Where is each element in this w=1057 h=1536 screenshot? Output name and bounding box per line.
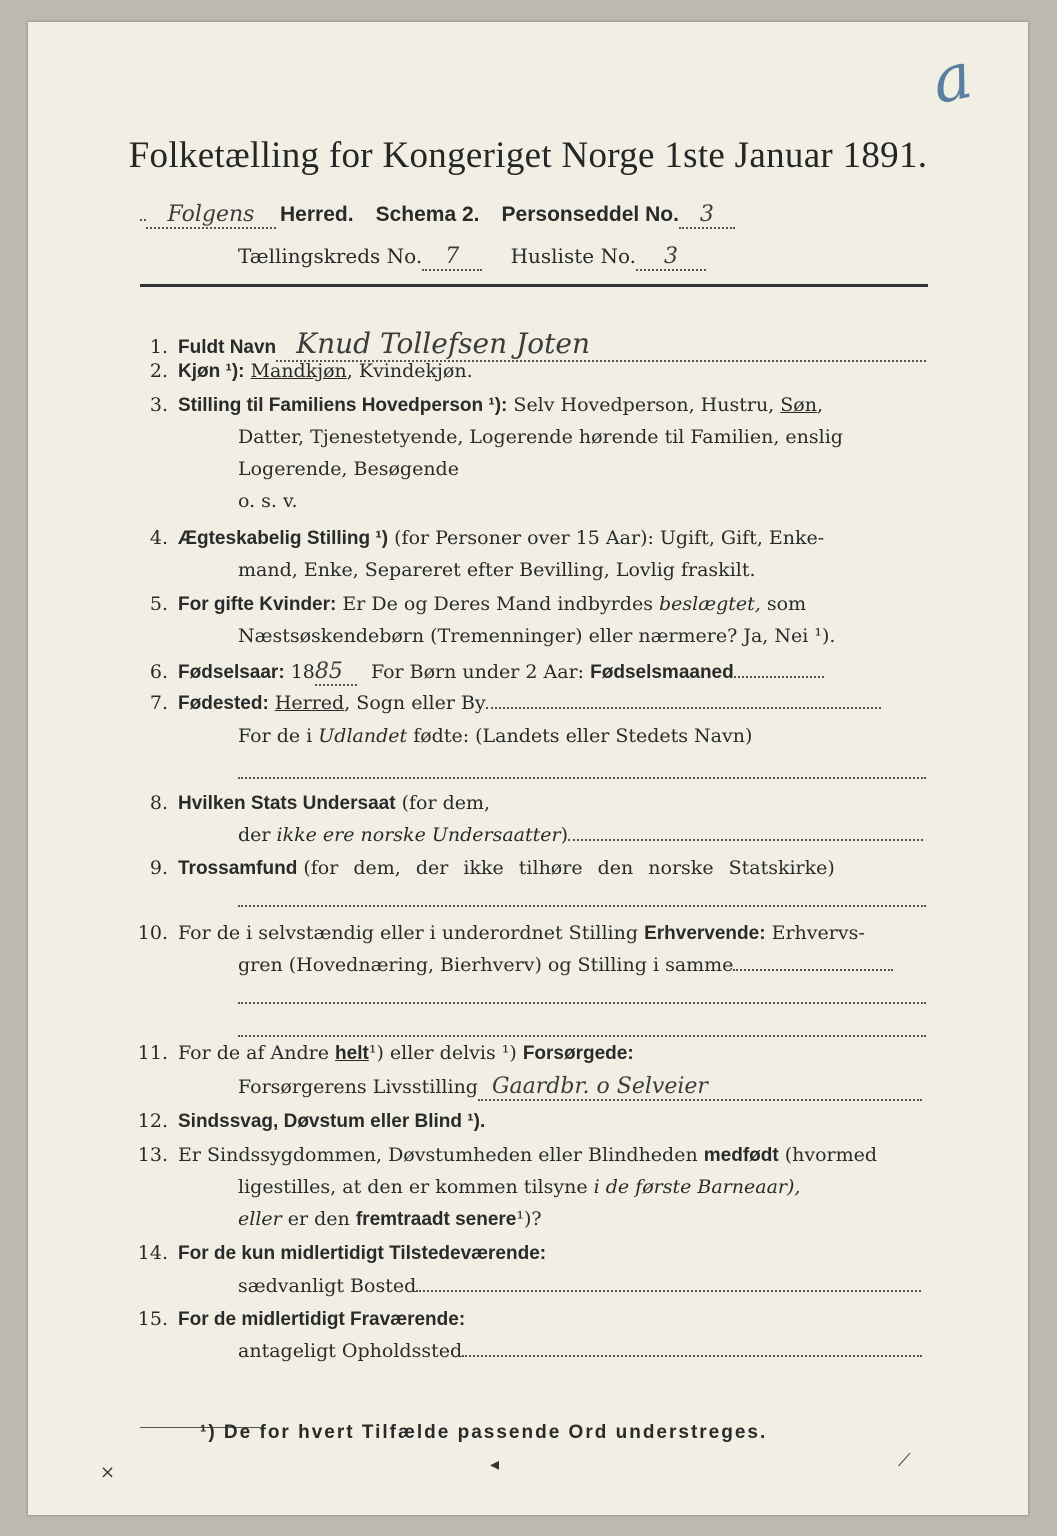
q15-number: 15.: [137, 1308, 168, 1330]
q3-option-selected: Søn: [780, 394, 817, 416]
q2-row: [128, 360, 473, 383]
q11-row-2: [238, 1074, 922, 1101]
q1-number: 1.: [149, 336, 168, 358]
q13-text-1b: (hvormed: [784, 1144, 878, 1166]
header-row-2: [238, 244, 706, 271]
q8-text-2-italic: ikke ere norske Undersaatter: [276, 824, 561, 846]
corner-mark-bottom-center: ◂: [490, 1454, 500, 1475]
q5-text-1: Er De og Deres Mand indbyrdes: [342, 593, 653, 615]
q3-row: 3. Stilling til Familiens Hovedperson ¹): Selv Hovedperson, Hustru, Søn,: [128, 394, 823, 417]
q7-label: Fødested:: [178, 693, 269, 714]
q10-text-1b: Erhvervs-: [771, 922, 865, 944]
q13-label: medfødt: [703, 1145, 779, 1166]
q4-label: Ægteskabelig Stilling ¹): [178, 528, 389, 549]
schema-label: Schema 2.: [375, 203, 480, 226]
q10-row: [128, 922, 865, 945]
q11-row: [128, 1042, 634, 1065]
q6-year-prefix: 18: [290, 661, 315, 683]
q1-row: [128, 327, 926, 362]
q6-label: Fødselsaar:: [178, 662, 285, 683]
q11-option-selected: helt: [335, 1043, 369, 1064]
q7-row: [128, 692, 881, 715]
q13-row-3: [238, 1208, 542, 1231]
q11-text-1: For de af Andre: [178, 1042, 329, 1064]
corner-mark-bottom-right: ⟋: [898, 1450, 911, 1471]
q6-label-2: Fødselsmaaned: [590, 662, 734, 683]
q5-row: [128, 593, 806, 616]
q13-row: [128, 1144, 877, 1167]
q9-answer-line: [238, 890, 926, 912]
q13-text-3-italic: eller: [238, 1208, 282, 1230]
husliste-label: Husliste No.: [510, 244, 636, 268]
q14-number: 14.: [137, 1242, 168, 1264]
q4-row: [128, 527, 824, 550]
q15-row-2: [238, 1340, 922, 1362]
q5-text-1b: som: [766, 593, 807, 615]
q7-row-2: [238, 725, 752, 747]
q7-text-2a: For de i: [238, 725, 313, 747]
census-form-page: [28, 22, 1028, 1515]
kreds-handwritten: 7: [422, 244, 482, 271]
q15-label: For de midlertidigt Fraværende:: [178, 1309, 466, 1330]
q2-options: , Kvindekjøn.: [346, 360, 473, 382]
q13-number: 13.: [137, 1144, 168, 1166]
q8-text-1: (for dem,: [401, 792, 491, 814]
q10-answer-line-1: [238, 987, 926, 1009]
q7-text-2-italic: Udlandet: [318, 725, 408, 747]
header-rule: [140, 284, 928, 287]
herred-label: Herred.: [280, 203, 354, 226]
q13-text-2a: ligestilles, at den er kommen tilsyne: [238, 1176, 588, 1198]
q1-name-handwritten: Knud Tollefsen Joten: [276, 327, 926, 362]
q10-text-2: gren (Hovednæring, Bierhverv) og Stilling i samme: [238, 954, 734, 976]
q4-number: 4.: [149, 527, 168, 549]
q14-row-2: [238, 1275, 921, 1297]
q7-number: 7.: [149, 692, 168, 714]
q15-text-2: antageligt Opholdssted: [238, 1340, 463, 1362]
q12-number: 12.: [137, 1110, 168, 1132]
q11-number: 11.: [137, 1042, 168, 1064]
q11-label: Forsørgede:: [522, 1043, 634, 1064]
q13-row-2: [238, 1176, 800, 1198]
q12-label: Sindssvag, Døvstum eller Blind ¹).: [178, 1111, 486, 1132]
q15-row: [128, 1308, 465, 1331]
q2-option-selected: Mandkjøn: [250, 360, 347, 382]
q11-text-1b: ¹) eller delvis ¹): [368, 1042, 517, 1064]
q13-text-1: Er Sindssygdommen, Døvstumheden eller Blindheden: [178, 1144, 698, 1166]
q7-text-2b: fødte: (Landets eller Stedets Navn): [413, 725, 753, 747]
q4-row-2: mand, Enke, Separeret efter Bevilling, Lovlig fraskilt.: [238, 559, 756, 581]
q10-answer-line-2: [238, 1020, 926, 1042]
q9-text-1: (for dem, der ikke tilhøre den norske Statskirke): [303, 857, 835, 879]
q6-row: [128, 659, 824, 686]
q4-text-1: (for Personer over 15 Aar): Ugift, Gift, Enke-: [394, 527, 825, 549]
q5-italic: beslægtet,: [659, 593, 761, 615]
q2-number: 2.: [149, 360, 168, 382]
form-title: Folketælling for Kongeriget Norge 1ste Januar 1891.: [128, 135, 928, 176]
q8-label: Hvilken Stats Undersaat: [178, 793, 396, 814]
q8-row-2: [238, 824, 923, 846]
personseddel-label: Personseddel No.: [501, 203, 679, 226]
q3-number: 3.: [149, 394, 168, 416]
q8-text-2b: ): [560, 824, 569, 846]
q7-answer-line: [238, 762, 926, 784]
q7-option-selected: Herred: [274, 692, 345, 714]
q11-handwritten: Gaardbr. o Selveier: [478, 1074, 922, 1101]
q14-row: [128, 1242, 546, 1265]
herred-handwritten: Folgens: [146, 202, 276, 229]
q13-text-3b: ¹)?: [516, 1208, 542, 1230]
husliste-handwritten: 3: [636, 244, 706, 271]
q12-row: [128, 1110, 485, 1133]
q13-text-3: er den: [287, 1208, 350, 1230]
q10-text-1: For de i selvstændig eller i underordnet Stilling: [178, 922, 639, 944]
q3-row-2: Datter, Tjenestetyende, Logerende hørende til Familien, enslig: [238, 426, 843, 448]
footnote: ¹) De for hvert Tilfælde passende Ord understreges.: [200, 1422, 768, 1443]
q8-text-2a: der: [238, 824, 271, 846]
q9-number: 9.: [149, 857, 168, 879]
personseddel-handwritten: 3: [679, 202, 735, 229]
q7-text-1: , Sogn eller By: [344, 692, 486, 714]
q10-label: Erhvervende:: [644, 923, 766, 944]
q5-number: 5.: [149, 593, 168, 615]
corner-handwritten-mark: a: [925, 38, 979, 120]
q1-label: Fuldt Navn: [178, 337, 277, 358]
q13-label-3: fremtraadt senere: [355, 1209, 517, 1230]
q3-row-4: o. s. v.: [238, 490, 298, 512]
q14-text-2: sædvanligt Bosted: [238, 1275, 417, 1297]
q5-label: For gifte Kvinder:: [178, 594, 337, 615]
q6-year-handwritten: 85: [315, 659, 357, 686]
q3-text-1: Selv Hovedperson, Hustru,: [513, 394, 775, 416]
q3-label: Stilling til Familiens Hovedperson ¹):: [178, 395, 508, 416]
q5-row-2: Næstsøskendebørn (Tremenninger) eller nærmere? Ja, Nei ¹).: [238, 625, 836, 647]
q6-number: 6.: [149, 661, 168, 683]
q6-text: For Børn under 2 Aar:: [370, 661, 585, 683]
q14-label: For de kun midlertidigt Tilstedeværende:: [178, 1243, 547, 1264]
q9-row: [128, 857, 835, 880]
q10-row-2: [238, 954, 893, 976]
q3-row-3: Logerende, Besøgende: [238, 458, 459, 480]
header-row-1: [140, 202, 735, 229]
q10-number: 10.: [137, 922, 168, 944]
q9-label: Trossamfund: [178, 858, 298, 879]
q11-text-2: Forsørgerens Livsstilling: [238, 1076, 478, 1098]
q8-row: [128, 792, 490, 815]
q8-number: 8.: [149, 792, 168, 814]
q13-text-2-italic: i de første Barneaar),: [593, 1176, 801, 1198]
corner-mark-bottom-left: ⨯: [100, 1462, 116, 1483]
kreds-label: Tællingskreds No.: [238, 244, 423, 268]
q2-label: Kjøn ¹):: [178, 361, 245, 382]
